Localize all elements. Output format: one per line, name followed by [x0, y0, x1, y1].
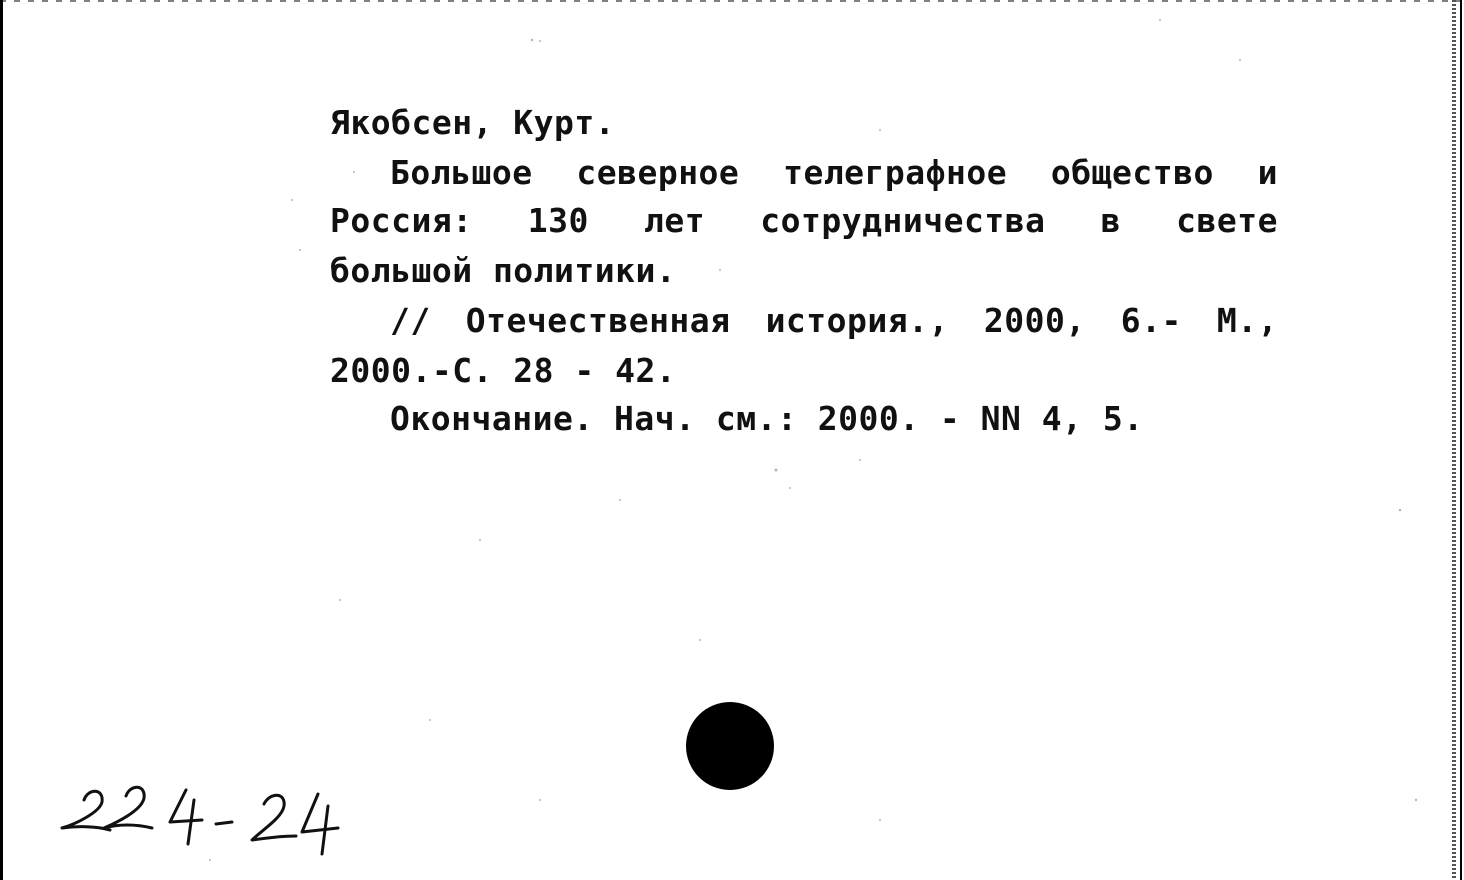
title-line-1: Большое северное телеграфное общество и	[390, 153, 1278, 192]
card-right-edge	[1452, 0, 1456, 880]
card-right-border	[1460, 0, 1462, 880]
source-line-1: // Отечественная история., 2000, 6.- М.,	[390, 301, 1278, 340]
author-heading: Якобсен, Курт.	[330, 103, 616, 142]
card-top-edge	[0, 0, 1464, 2]
card-left-edge	[0, 0, 3, 880]
title-line-3: большой политики.	[330, 251, 677, 290]
title-line-2: Россия: 130 лет сотрудничества в свете	[330, 201, 1278, 240]
handwritten-shelf-mark	[56, 770, 356, 860]
source-line-2: 2000.-С. 28 - 42.	[330, 351, 677, 390]
note-line: Окончание. Нач. см.: 2000. - NN 4, 5.	[390, 399, 1144, 438]
card-punch-hole	[686, 702, 774, 790]
